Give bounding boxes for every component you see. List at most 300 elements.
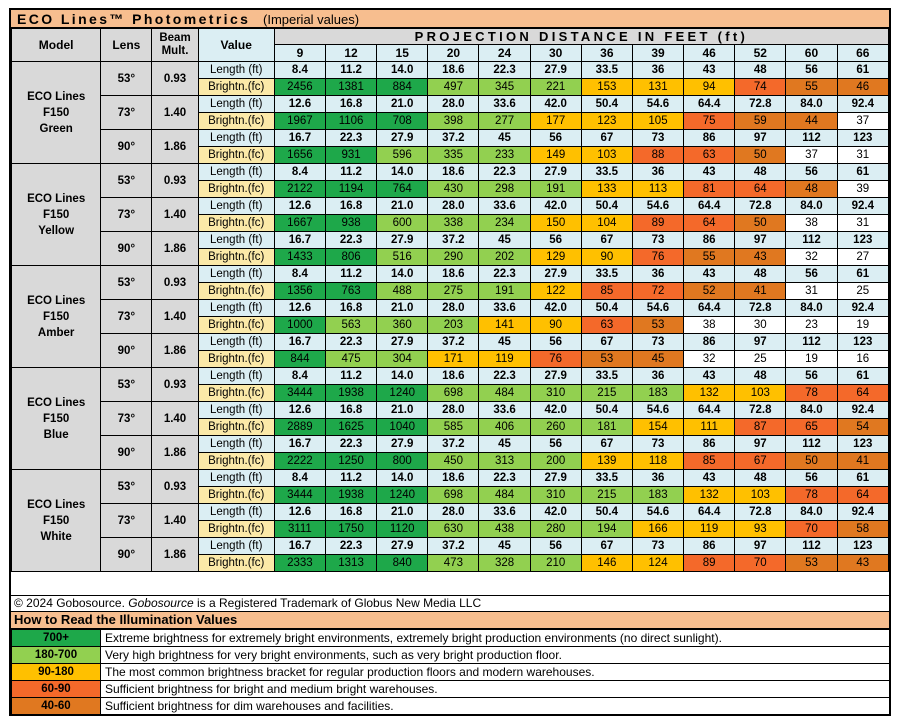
lens-angle: 73° — [101, 504, 152, 538]
length-cell: 12.6 — [274, 198, 325, 215]
length-cell: 42.0 — [530, 300, 581, 317]
beam-multiplier: 1.86 — [152, 334, 198, 368]
header-projection-distance: PROJECTION DISTANCE IN FEET (ft) — [274, 29, 888, 45]
length-cell: 56 — [786, 164, 837, 181]
length-cell: 14.0 — [377, 368, 428, 385]
lens-angle: 53° — [101, 62, 152, 96]
brightness-cell: 78 — [786, 385, 837, 402]
brightness-cell: 37 — [786, 147, 837, 164]
table-row-length — [12, 402, 889, 419]
header-distance: 60 — [786, 45, 837, 62]
brightness-cell: 335 — [428, 147, 479, 164]
brightness-cell: 3444 — [274, 385, 325, 402]
brightness-cell: 50 — [735, 215, 786, 232]
legend-range-swatch: 700+ — [12, 630, 101, 647]
length-cell: 112 — [786, 130, 837, 147]
brightness-cell: 181 — [581, 419, 632, 436]
brightness-cell: 48 — [786, 181, 837, 198]
length-cell: 18.6 — [428, 266, 479, 283]
length-cell: 123 — [837, 130, 888, 147]
brightness-cell: 1750 — [325, 521, 376, 538]
length-cell: 36 — [632, 164, 683, 181]
brightness-cell: 215 — [581, 487, 632, 504]
brightness-cell: 2122 — [274, 181, 325, 198]
length-cell: 56 — [786, 470, 837, 487]
length-cell: 33.5 — [581, 164, 632, 181]
brightness-cell: 191 — [530, 181, 581, 198]
brightness-cell: 203 — [428, 317, 479, 334]
brightness-cell: 1967 — [274, 113, 325, 130]
length-cell: 16.8 — [325, 300, 376, 317]
length-cell: 72.8 — [735, 402, 786, 419]
legend-range-swatch: 40-60 — [12, 698, 101, 715]
length-cell: 36 — [632, 368, 683, 385]
model-name-cell: ECO Lines F150 Blue — [12, 368, 101, 470]
length-cell: 33.6 — [479, 504, 530, 521]
header-value: Value — [198, 29, 274, 62]
length-cell: 72.8 — [735, 504, 786, 521]
value-label-length: Length (ft) — [198, 164, 274, 181]
brightness-cell: 338 — [428, 215, 479, 232]
legend-description: Sufficient brightness for dim warehouses and facilities. — [101, 698, 890, 715]
length-cell: 28.0 — [428, 300, 479, 317]
table-row-length — [12, 436, 889, 453]
beam-multiplier: 1.40 — [152, 402, 198, 436]
length-cell: 28.0 — [428, 198, 479, 215]
brightness-cell: 90 — [581, 249, 632, 266]
length-cell: 64.4 — [684, 504, 735, 521]
brightness-cell: 210 — [530, 555, 581, 572]
brightness-cell: 596 — [377, 147, 428, 164]
model-name-cell: ECO Lines F150 White — [12, 470, 101, 572]
brightness-cell: 53 — [786, 555, 837, 572]
brightness-cell: 103 — [735, 385, 786, 402]
length-cell: 12.6 — [274, 402, 325, 419]
brightness-cell: 1194 — [325, 181, 376, 198]
beam-multiplier: 0.93 — [152, 266, 198, 300]
length-cell: 16.7 — [274, 232, 325, 249]
value-label-length: Length (ft) — [198, 300, 274, 317]
brightness-cell: 133 — [581, 181, 632, 198]
brightness-cell: 31 — [837, 147, 888, 164]
brightness-cell: 585 — [428, 419, 479, 436]
length-cell: 64.4 — [684, 300, 735, 317]
length-cell: 92.4 — [837, 198, 888, 215]
brightness-cell: 52 — [684, 283, 735, 300]
brightness-cell: 150 — [530, 215, 581, 232]
brightness-cell: 122 — [530, 283, 581, 300]
length-cell: 67 — [581, 130, 632, 147]
legend-range-swatch: 60-90 — [12, 681, 101, 698]
length-cell: 37.2 — [428, 538, 479, 555]
length-cell: 45 — [479, 436, 530, 453]
brightness-cell: 63 — [684, 147, 735, 164]
brightness-cell: 31 — [837, 215, 888, 232]
value-label-brightness: Brightn.(fc) — [198, 351, 274, 368]
table-row-length — [12, 266, 889, 283]
lens-angle: 90° — [101, 334, 152, 368]
brightness-cell: 93 — [735, 521, 786, 538]
length-cell: 61 — [837, 368, 888, 385]
length-cell: 67 — [581, 334, 632, 351]
brightness-cell: 844 — [274, 351, 325, 368]
brightness-cell: 64 — [837, 385, 888, 402]
length-cell: 56 — [530, 232, 581, 249]
brightness-cell: 53 — [632, 317, 683, 334]
brightness-cell: 81 — [684, 181, 735, 198]
brightness-cell: 171 — [428, 351, 479, 368]
brightness-cell: 183 — [632, 487, 683, 504]
length-cell: 16.7 — [274, 436, 325, 453]
table-row-length — [12, 164, 889, 181]
length-cell: 22.3 — [325, 232, 376, 249]
header-distance: 15 — [377, 45, 428, 62]
brightness-cell: 484 — [479, 487, 530, 504]
length-cell: 92.4 — [837, 300, 888, 317]
brightness-cell: 132 — [684, 385, 735, 402]
beam-multiplier: 0.93 — [152, 62, 198, 96]
brightness-cell: 1313 — [325, 555, 376, 572]
length-cell: 97 — [735, 436, 786, 453]
length-cell: 22.3 — [325, 436, 376, 453]
value-label-length: Length (ft) — [198, 198, 274, 215]
length-cell: 42.0 — [530, 198, 581, 215]
length-cell: 42.0 — [530, 504, 581, 521]
brightness-cell: 563 — [325, 317, 376, 334]
length-cell: 56 — [530, 436, 581, 453]
brightness-cell: 1120 — [377, 521, 428, 538]
brightness-cell: 105 — [632, 113, 683, 130]
length-cell: 84.0 — [786, 300, 837, 317]
brightness-cell: 1240 — [377, 487, 428, 504]
page-title: ECO Lines™ Photometrics — [17, 11, 251, 27]
length-cell: 72.8 — [735, 198, 786, 215]
length-cell: 33.5 — [581, 470, 632, 487]
value-label-length: Length (ft) — [198, 62, 274, 79]
table-row-length — [12, 96, 889, 113]
header-model: Model — [12, 29, 101, 62]
brightness-cell: 89 — [684, 555, 735, 572]
length-cell: 50.4 — [581, 300, 632, 317]
copyright-suffix: is a Registered Trademark of Globus New Media LLC — [196, 596, 482, 610]
length-cell: 48 — [735, 368, 786, 385]
header-distance: 52 — [735, 45, 786, 62]
length-cell: 22.3 — [479, 368, 530, 385]
brightness-cell: 3111 — [274, 521, 325, 538]
header-distance: 9 — [274, 45, 325, 62]
length-cell: 84.0 — [786, 402, 837, 419]
length-cell: 48 — [735, 266, 786, 283]
length-cell: 43 — [684, 470, 735, 487]
length-cell: 50.4 — [581, 402, 632, 419]
length-cell: 28.0 — [428, 96, 479, 113]
length-cell: 86 — [684, 538, 735, 555]
length-cell: 16.7 — [274, 130, 325, 147]
table-row-length — [12, 368, 889, 385]
brightness-cell: 72 — [632, 283, 683, 300]
length-cell: 61 — [837, 62, 888, 79]
length-cell: 16.8 — [325, 96, 376, 113]
legend-range-swatch: 180-700 — [12, 647, 101, 664]
brightness-cell: 202 — [479, 249, 530, 266]
beam-multiplier: 1.40 — [152, 504, 198, 538]
lens-angle: 53° — [101, 266, 152, 300]
length-cell: 56 — [530, 334, 581, 351]
brightness-cell: 75 — [684, 113, 735, 130]
legend-range-swatch: 90-180 — [12, 664, 101, 681]
value-label-brightness: Brightn.(fc) — [198, 181, 274, 198]
brightness-cell: 44 — [786, 113, 837, 130]
value-label-brightness: Brightn.(fc) — [198, 215, 274, 232]
header-distance: 46 — [684, 45, 735, 62]
length-cell: 73 — [632, 130, 683, 147]
legend-table — [11, 629, 890, 715]
brightness-cell: 132 — [684, 487, 735, 504]
brightness-cell: 119 — [684, 521, 735, 538]
brightness-cell: 200 — [530, 453, 581, 470]
brightness-cell: 277 — [479, 113, 530, 130]
legend-description: Sufficient brightness for bright and medium bright warehouses. — [101, 681, 890, 698]
table-row-length — [12, 334, 889, 351]
length-cell: 33.5 — [581, 368, 632, 385]
brightness-cell: 16 — [837, 351, 888, 368]
brightness-cell: 2222 — [274, 453, 325, 470]
brightness-cell: 63 — [581, 317, 632, 334]
length-cell: 37.2 — [428, 232, 479, 249]
length-cell: 72.8 — [735, 300, 786, 317]
length-cell: 61 — [837, 164, 888, 181]
length-cell: 97 — [735, 130, 786, 147]
length-cell: 22.3 — [479, 164, 530, 181]
length-cell: 37.2 — [428, 130, 479, 147]
value-label-length: Length (ft) — [198, 334, 274, 351]
brightness-cell: 131 — [632, 79, 683, 96]
brightness-cell: 38 — [786, 215, 837, 232]
photometrics-sheet — [9, 8, 891, 716]
brightness-cell: 149 — [530, 147, 581, 164]
brightness-cell: 484 — [479, 385, 530, 402]
length-cell: 27.9 — [530, 470, 581, 487]
length-cell: 36 — [632, 470, 683, 487]
value-label-brightness: Brightn.(fc) — [198, 113, 274, 130]
page-subtitle: (Imperial values) — [263, 12, 360, 27]
value-label-length: Length (ft) — [198, 436, 274, 453]
brightness-cell: 53 — [581, 351, 632, 368]
brightness-cell: 39 — [837, 181, 888, 198]
brightness-cell: 1000 — [274, 317, 325, 334]
brightness-cell: 298 — [479, 181, 530, 198]
length-cell: 73 — [632, 232, 683, 249]
brightness-cell: 59 — [735, 113, 786, 130]
brightness-cell: 85 — [684, 453, 735, 470]
brightness-cell: 313 — [479, 453, 530, 470]
brightness-cell: 233 — [479, 147, 530, 164]
beam-multiplier: 0.93 — [152, 164, 198, 198]
length-cell: 8.4 — [274, 368, 325, 385]
brightness-cell: 2333 — [274, 555, 325, 572]
brightness-cell: 123 — [581, 113, 632, 130]
header-distance: 30 — [530, 45, 581, 62]
length-cell: 92.4 — [837, 96, 888, 113]
brightness-cell: 630 — [428, 521, 479, 538]
brightness-cell: 54 — [837, 419, 888, 436]
length-cell: 14.0 — [377, 470, 428, 487]
value-label-brightness: Brightn.(fc) — [198, 521, 274, 538]
brightness-cell: 938 — [325, 215, 376, 232]
brightness-cell: 475 — [325, 351, 376, 368]
lens-angle: 90° — [101, 130, 152, 164]
copyright-brand: Gobosource — [128, 596, 194, 610]
length-cell: 37.2 — [428, 334, 479, 351]
length-cell: 112 — [786, 436, 837, 453]
brightness-cell: 19 — [837, 317, 888, 334]
brightness-cell: 221 — [530, 79, 581, 96]
title-bar — [11, 10, 889, 28]
brightness-cell: 310 — [530, 385, 581, 402]
brightness-cell: 280 — [530, 521, 581, 538]
length-cell: 33.6 — [479, 198, 530, 215]
table-row-length — [12, 232, 889, 249]
brightness-cell: 215 — [581, 385, 632, 402]
length-cell: 36 — [632, 266, 683, 283]
beam-multiplier: 1.40 — [152, 198, 198, 232]
value-label-length: Length (ft) — [198, 266, 274, 283]
length-cell: 22.3 — [479, 266, 530, 283]
brightness-cell: 50 — [735, 147, 786, 164]
value-label-brightness: Brightn.(fc) — [198, 317, 274, 334]
length-cell: 86 — [684, 436, 735, 453]
length-cell: 11.2 — [325, 266, 376, 283]
beam-multiplier: 1.86 — [152, 538, 198, 572]
copyright-prefix: © 2024 Gobosource. — [14, 596, 125, 610]
length-cell: 112 — [786, 232, 837, 249]
length-cell: 27.9 — [377, 436, 428, 453]
beam-multiplier: 1.40 — [152, 300, 198, 334]
brightness-cell: 1250 — [325, 453, 376, 470]
value-label-brightness: Brightn.(fc) — [198, 283, 274, 300]
length-cell: 67 — [581, 232, 632, 249]
lens-angle: 53° — [101, 470, 152, 504]
brightness-cell: 119 — [479, 351, 530, 368]
length-cell: 21.0 — [377, 504, 428, 521]
brightness-cell: 1625 — [325, 419, 376, 436]
header-beam-mult: Beam Mult. — [152, 29, 198, 62]
brightness-cell: 90 — [530, 317, 581, 334]
brightness-cell: 103 — [581, 147, 632, 164]
length-cell: 12.6 — [274, 96, 325, 113]
length-cell: 22.3 — [325, 538, 376, 555]
brightness-cell: 104 — [581, 215, 632, 232]
length-cell: 123 — [837, 436, 888, 453]
length-cell: 21.0 — [377, 198, 428, 215]
brightness-cell: 70 — [735, 555, 786, 572]
legend-row — [12, 681, 890, 698]
length-cell: 43 — [684, 266, 735, 283]
brightness-cell: 78 — [786, 487, 837, 504]
length-cell: 16.7 — [274, 334, 325, 351]
length-cell: 73 — [632, 538, 683, 555]
beam-multiplier: 0.93 — [152, 368, 198, 402]
length-cell: 48 — [735, 62, 786, 79]
brightness-cell: 698 — [428, 487, 479, 504]
brightness-cell: 260 — [530, 419, 581, 436]
brightness-cell: 1667 — [274, 215, 325, 232]
length-cell: 72.8 — [735, 96, 786, 113]
model-name-cell: ECO Lines F150 Green — [12, 62, 101, 164]
brightness-cell: 70 — [786, 521, 837, 538]
brightness-cell: 764 — [377, 181, 428, 198]
length-cell: 61 — [837, 266, 888, 283]
length-cell: 54.6 — [632, 96, 683, 113]
header-lens: Lens — [101, 29, 152, 62]
length-cell: 54.6 — [632, 402, 683, 419]
brightness-cell: 884 — [377, 79, 428, 96]
brightness-cell: 141 — [479, 317, 530, 334]
header-distance: 36 — [581, 45, 632, 62]
brightness-cell: 88 — [632, 147, 683, 164]
brightness-cell: 473 — [428, 555, 479, 572]
length-cell: 50.4 — [581, 504, 632, 521]
value-label-length: Length (ft) — [198, 368, 274, 385]
brightness-cell: 37 — [837, 113, 888, 130]
brightness-cell: 124 — [632, 555, 683, 572]
length-cell: 18.6 — [428, 368, 479, 385]
length-cell: 56 — [786, 62, 837, 79]
value-label-brightness: Brightn.(fc) — [198, 79, 274, 96]
beam-multiplier: 0.93 — [152, 470, 198, 504]
legend-description: The most common brightness bracket for regular production floors and modern warehouses. — [101, 664, 890, 681]
photometrics-table — [11, 28, 889, 572]
length-cell: 123 — [837, 538, 888, 555]
length-cell: 16.8 — [325, 504, 376, 521]
length-cell: 67 — [581, 436, 632, 453]
length-cell: 22.3 — [479, 470, 530, 487]
brightness-cell: 304 — [377, 351, 428, 368]
legend-title: How to Read the Illumination Values — [11, 612, 889, 629]
brightness-cell: 58 — [837, 521, 888, 538]
length-cell: 8.4 — [274, 266, 325, 283]
header-distance: 66 — [837, 45, 888, 62]
brightness-cell: 30 — [735, 317, 786, 334]
lens-angle: 90° — [101, 538, 152, 572]
legend-row — [12, 647, 890, 664]
length-cell: 11.2 — [325, 368, 376, 385]
length-cell: 112 — [786, 538, 837, 555]
length-cell: 18.6 — [428, 470, 479, 487]
brightness-cell: 43 — [735, 249, 786, 266]
table-row-length — [12, 198, 889, 215]
lens-angle: 73° — [101, 300, 152, 334]
length-cell: 18.6 — [428, 62, 479, 79]
brightness-cell: 32 — [786, 249, 837, 266]
length-cell: 28.0 — [428, 402, 479, 419]
brightness-cell: 398 — [428, 113, 479, 130]
table-row-length — [12, 62, 889, 79]
header-distance: 39 — [632, 45, 683, 62]
brightness-cell: 46 — [837, 79, 888, 96]
length-cell: 28.0 — [428, 504, 479, 521]
brightness-cell: 328 — [479, 555, 530, 572]
length-cell: 42.0 — [530, 96, 581, 113]
brightness-cell: 345 — [479, 79, 530, 96]
brightness-cell: 113 — [632, 181, 683, 198]
beam-multiplier: 1.86 — [152, 130, 198, 164]
brightness-cell: 698 — [428, 385, 479, 402]
length-cell: 73 — [632, 334, 683, 351]
brightness-cell: 2456 — [274, 79, 325, 96]
length-cell: 12.6 — [274, 300, 325, 317]
brightness-cell: 1381 — [325, 79, 376, 96]
